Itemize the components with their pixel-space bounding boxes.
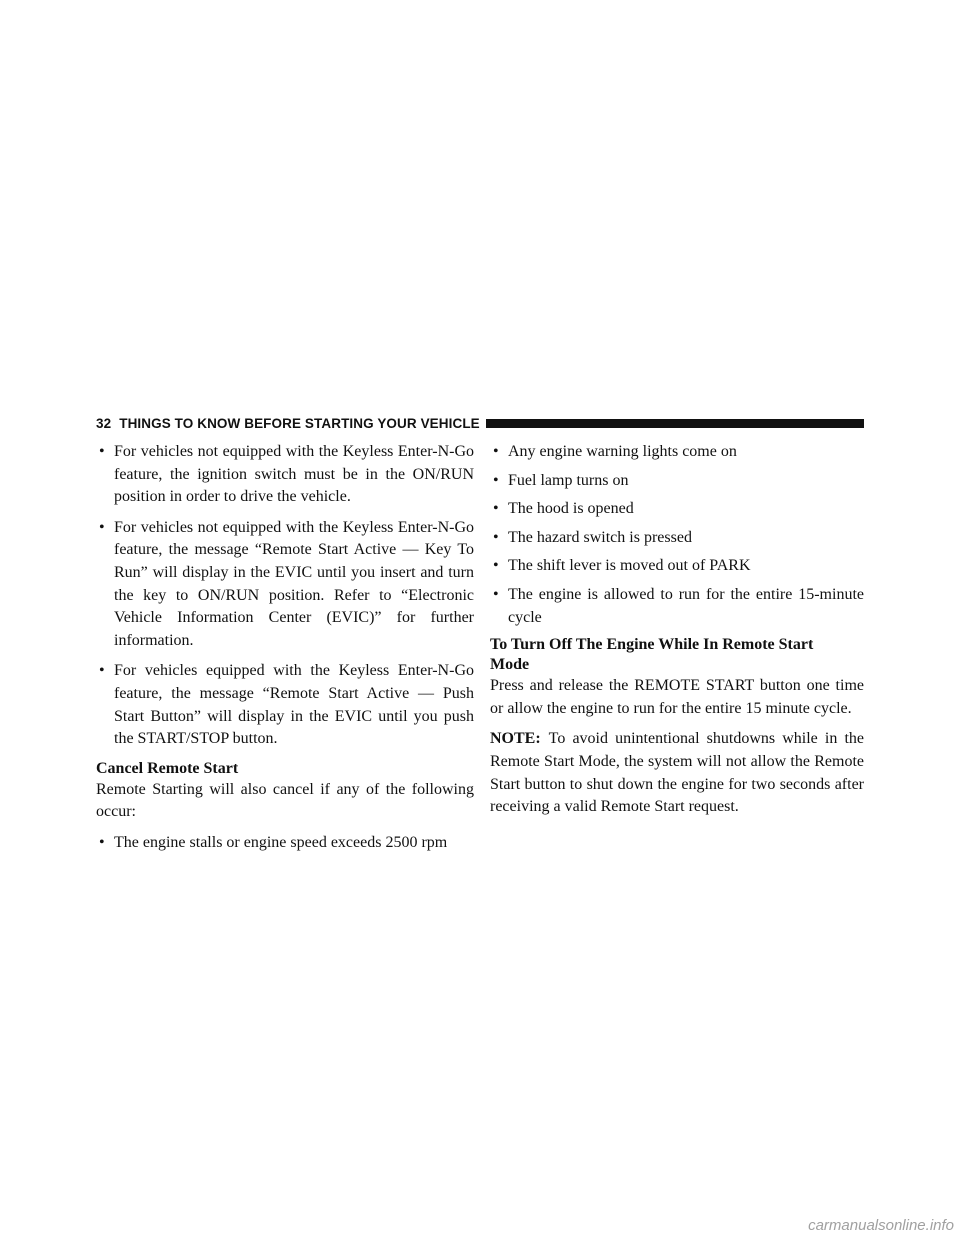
right-column <box>490 441 864 827</box>
turn-off-heading-line2: Mode <box>490 656 530 674</box>
list-item: • Fuel lamp turns on <box>490 470 864 493</box>
turn-off-heading-line1: To Turn Off The Engine While In Remote Start <box>490 636 814 654</box>
turn-off-heading <box>490 635 864 675</box>
note-paragraph <box>490 728 864 818</box>
list-item: • The hazard switch is pressed <box>490 527 864 550</box>
header-rule <box>486 419 864 428</box>
list-item: • Any engine warning lights come on <box>490 441 864 464</box>
left-column <box>96 441 474 863</box>
page-header <box>96 415 864 431</box>
list-item: • The hood is opened <box>490 498 864 521</box>
list-item: • The engine is allowed to run for the entire 15-minute cycle <box>490 584 864 629</box>
list-item: • The engine stalls or engine speed exceeds 2500 rpm <box>96 832 474 855</box>
cancel-remote-start-heading: Cancel Remote Start <box>96 759 239 777</box>
section-title: THINGS TO KNOW BEFORE STARTING YOUR VEHICLE <box>119 415 480 431</box>
note-label: NOTE: <box>490 730 541 748</box>
list-item: • For vehicles not equipped with the Keyless Enter-N-Go feature, the message “Remote Start Active — Key To Run” will display in the EVIC until you insert and turn the key to ON/RUN position. Refer to “Electronic Vehicle Information Center (EVIC)” for further information. <box>96 517 474 653</box>
note-text: To avoid unintentional shutdowns while in the Remote Start Mode, the system will not allow the Remote Start button to shut down the engine for two seconds after receiving a valid Remote Start request. <box>490 730 864 816</box>
turn-off-text: Press and release the REMOTE START button one time or allow the engine to run for the entire 15 minute cycle. <box>490 677 864 717</box>
cancel-intro-text: Remote Starting will also cancel if any of the following occur: <box>96 780 474 821</box>
list-item: • The shift lever is moved out of PARK <box>490 555 864 578</box>
list-item: • For vehicles equipped with the Keyless Enter-N-Go feature, the message “Remote Start Active — Push Start Button” will display in the EVIC until you push the START/STOP button. <box>96 660 474 750</box>
watermark: carmanualsonline.info <box>808 1217 954 1234</box>
page-number: 32 <box>96 415 112 431</box>
list-item: • For vehicles not equipped with the Keyless Enter-N-Go feature, the ignition switch must be in the ON/RUN position in order to drive the vehicle. <box>96 441 474 509</box>
